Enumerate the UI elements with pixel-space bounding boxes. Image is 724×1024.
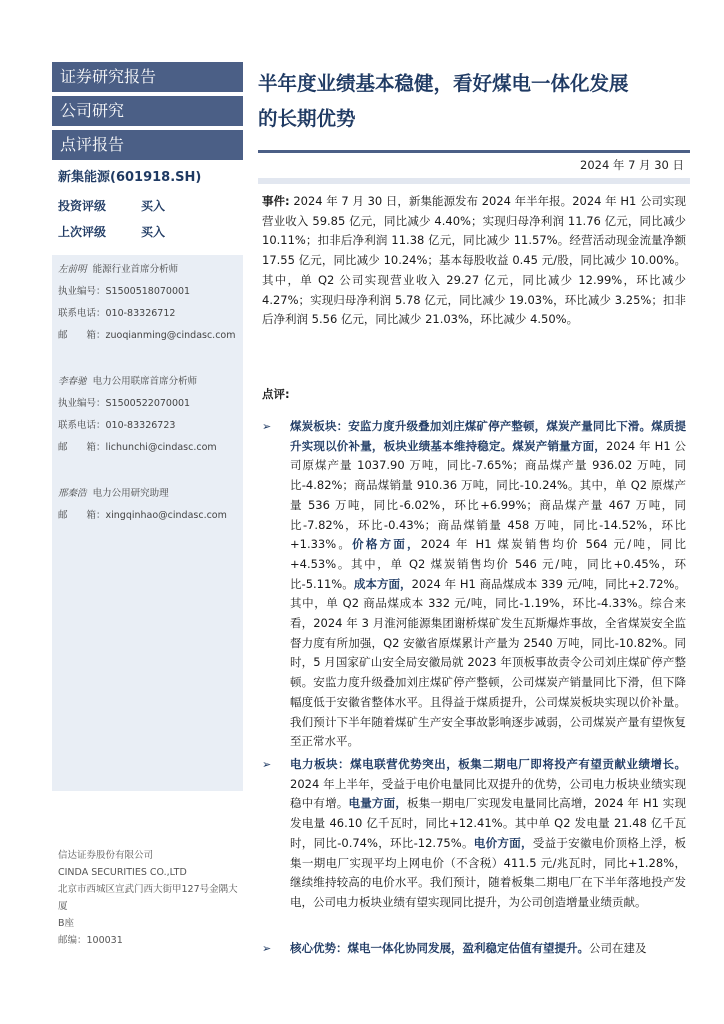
bullet-heading: 电力板块：煤电联营优势突出，板集二期电厂即将投产有望贡献业绩增长。	[290, 757, 686, 771]
bullet-subheading: 价格方面，	[352, 537, 421, 552]
arrow-bullet-icon: ➢	[262, 420, 272, 433]
firm-address: 北京市西城区宣武门西大街甲127号金隅大厦	[58, 884, 238, 912]
analyst-email[interactable]: 邮 箱：zuoqianming@cindasc.com	[58, 330, 236, 341]
analyst-name: 李春驰	[58, 376, 87, 387]
previous-rating	[58, 219, 243, 245]
analyst-license: 执业编号：S1500518070001	[58, 286, 191, 297]
bullet-body: 2024 年 H1 商品煤成本 339 元/吨，同比+2.72%。其中，单 Q2 商品煤成本 332 元/吨，同比-1.19%，环比-4.33%。综合来看，2024 年 3 月淮河能源集团谢桥煤矿发生瓦斯爆炸事故，全省煤炭安全监督力度有所加强，Q2 安徽省原煤累计产量为 2540 万吨，同比-10.82%。同时，5 月国家矿山安全局安徽局就 2023 年顶板事故责令公司刘庄煤矿停产整顿。安监力度升级叠加刘庄煤矿停产整顿，公司煤炭产销量同比下滑，但下降幅度低于安徽省整体水平。且得益于煤质提升，公司煤炭板块实现以价补量。我们预计下半年随着煤矿生产安全事故影响逐步减弱，公司煤炭产量有望恢复至正常水平。	[290, 576, 687, 749]
bullet-text	[290, 755, 686, 913]
title-divider	[258, 150, 690, 153]
firm-address-2: B座	[58, 918, 75, 929]
title-line-2: 的长期优势	[258, 107, 356, 130]
firm-info	[58, 847, 243, 949]
analyst-title: 能源行业首席分析师	[92, 264, 179, 275]
analyst-phone: 联系电话：010-83326723	[58, 420, 176, 431]
analyst-box	[52, 255, 243, 791]
rating-label: 投资评级	[58, 199, 107, 213]
title-line-1: 半年度业绩基本稳健，看好煤电一体化发展	[258, 72, 629, 95]
bullet-power	[262, 755, 686, 913]
research-type-tag: 公司研究	[52, 96, 243, 126]
arrow-bullet-icon: ➢	[262, 758, 272, 771]
analyst-name: 邢秦浩	[58, 488, 87, 499]
date-divider	[258, 178, 690, 184]
rating-value: 买入	[141, 199, 166, 213]
investment-rating	[58, 193, 243, 219]
bullet-subheading: 成本方面，	[353, 576, 412, 591]
arrow-bullet-icon: ➢	[262, 942, 272, 955]
event-label: 事件:	[262, 194, 290, 208]
analyst-email[interactable]: 邮 箱：lichunchi@cindasc.com	[58, 442, 217, 453]
bullet-core-advantage	[262, 939, 686, 959]
rating-value: 买入	[141, 225, 166, 239]
bullet-text	[290, 939, 686, 959]
analyst-license: 执业编号：S1500522070001	[58, 398, 191, 409]
analyst-phone: 联系电话：010-83326712	[58, 308, 176, 319]
bullet-body: 公司在建及	[589, 941, 647, 955]
analyst-name: 左前明	[58, 264, 87, 275]
firm-name-en: CINDA SECURITIES CO.,LTD	[58, 867, 187, 878]
rating-label: 上次评级	[58, 225, 107, 239]
page-title	[258, 66, 698, 136]
report-date: 2024 年 7 月 30 日	[580, 158, 684, 172]
firm-postcode: 邮编：100031	[58, 935, 123, 946]
comment-type-tag: 点评报告	[52, 130, 243, 160]
analyst-card	[58, 259, 237, 347]
event-paragraph	[262, 192, 686, 330]
bullet-body: 2024 年 H1 公司原煤产量 1037.90 万吨，同比-7.65%；商品煤产量 936.02 万吨，同比-4.82%；商品煤销量 910.36 万吨，同比-10.24%。其中，单 Q2 原煤产量 536 万吨，同比-6.02%，环比+6.99%；商品煤产量 467 万吨，同比-7.82%，环比-0.43%；商品煤销量 458 万吨，同比-14.52%，环比+1.33%。	[290, 438, 686, 552]
analyst-title: 电力公用研究助理	[92, 488, 169, 499]
report-type-tag: 证券研究报告	[52, 62, 243, 92]
event-text: 2024 年 7 月 30 日，新集能源发布 2024 年半年报。2024 年 H1 公司实现营业收入 59.85 亿元，同比减少 4.40%；实现归母净利润 11.76 亿元，同比减少 10.11%；扣非后净利润 11.38 亿元，同比减少 11.57%。经营活动现金流量净额 17.55 亿元，同比减少 10.24%；基本每股收益 0.45 元/股，同比减少 10.00%。其中，单 Q2 公司实现营业收入 29.27 亿元，同比减少 12.99%，环比减少 4.27%；实现归母净利润 5.78 亿元，同比减少 19.03%，环比减少 3.25%；扣非后净利润 5.56 亿元，同比减少 21.03%，环比减少 4.50%。	[262, 194, 686, 327]
bullet-coal	[262, 417, 686, 752]
analyst-title: 电力公用联席首席分析师	[92, 376, 198, 387]
sidebar	[52, 62, 243, 972]
bullet-subheading: 电量方面，	[348, 796, 408, 811]
bullet-subheading: 电价方面，	[473, 835, 533, 850]
bullet-body: 受益于安徽电价顶格上浮，板集一期电厂实现平均上网电价（不含税）411.5 元/兆瓦时，同比+1.28%，继续维持较高的电价水平。我们预计，随着板集二期电厂在下半年落地投产发电，公司电力板块业绩有望实现同比提升，为公司创造增量业绩贡献。	[290, 835, 687, 909]
bullet-heading: 核心优势：煤电一体化协同发展，盈利稳定估值有望提升。	[290, 941, 589, 955]
comment-heading: 点评:	[262, 387, 290, 401]
firm-name-cn: 信达证券股份有限公司	[58, 850, 154, 861]
bullet-body: 2024 年 H1 煤炭销售均价 564 元/吨，同比+4.53%。其中，单 Q2 煤炭销售均价 546 元/吨，同比+0.45%，环比-5.11%。	[290, 537, 687, 591]
bullet-text	[290, 417, 686, 752]
bullet-body: 2024 年上半年，受益于电价电量同比双提升的优势，公司电力板块业绩实现稳中有增。	[290, 776, 686, 811]
bullet-body: 板集一期电厂实现发电量同比高增，2024 年 H1 实现发电量 46.10 亿千瓦时，同比+12.41%。其中单 Q2 发电量 21.48 亿千瓦时，同比-0.74%，环比-12.75%。	[290, 796, 686, 850]
analyst-card	[58, 371, 237, 459]
analyst-card	[58, 483, 237, 527]
analyst-email[interactable]: 邮 箱：xingqinhao@cindasc.com	[58, 510, 227, 521]
company-name: 新集能源(601918.SH)	[58, 170, 202, 185]
bullet-heading: 煤炭板块：安监力度升级叠加刘庄煤矿停产整顿，煤炭产量同比下滑。煤质提升实现以价补量，板块业绩基本维持稳定。煤炭产销量方面，	[290, 419, 686, 453]
